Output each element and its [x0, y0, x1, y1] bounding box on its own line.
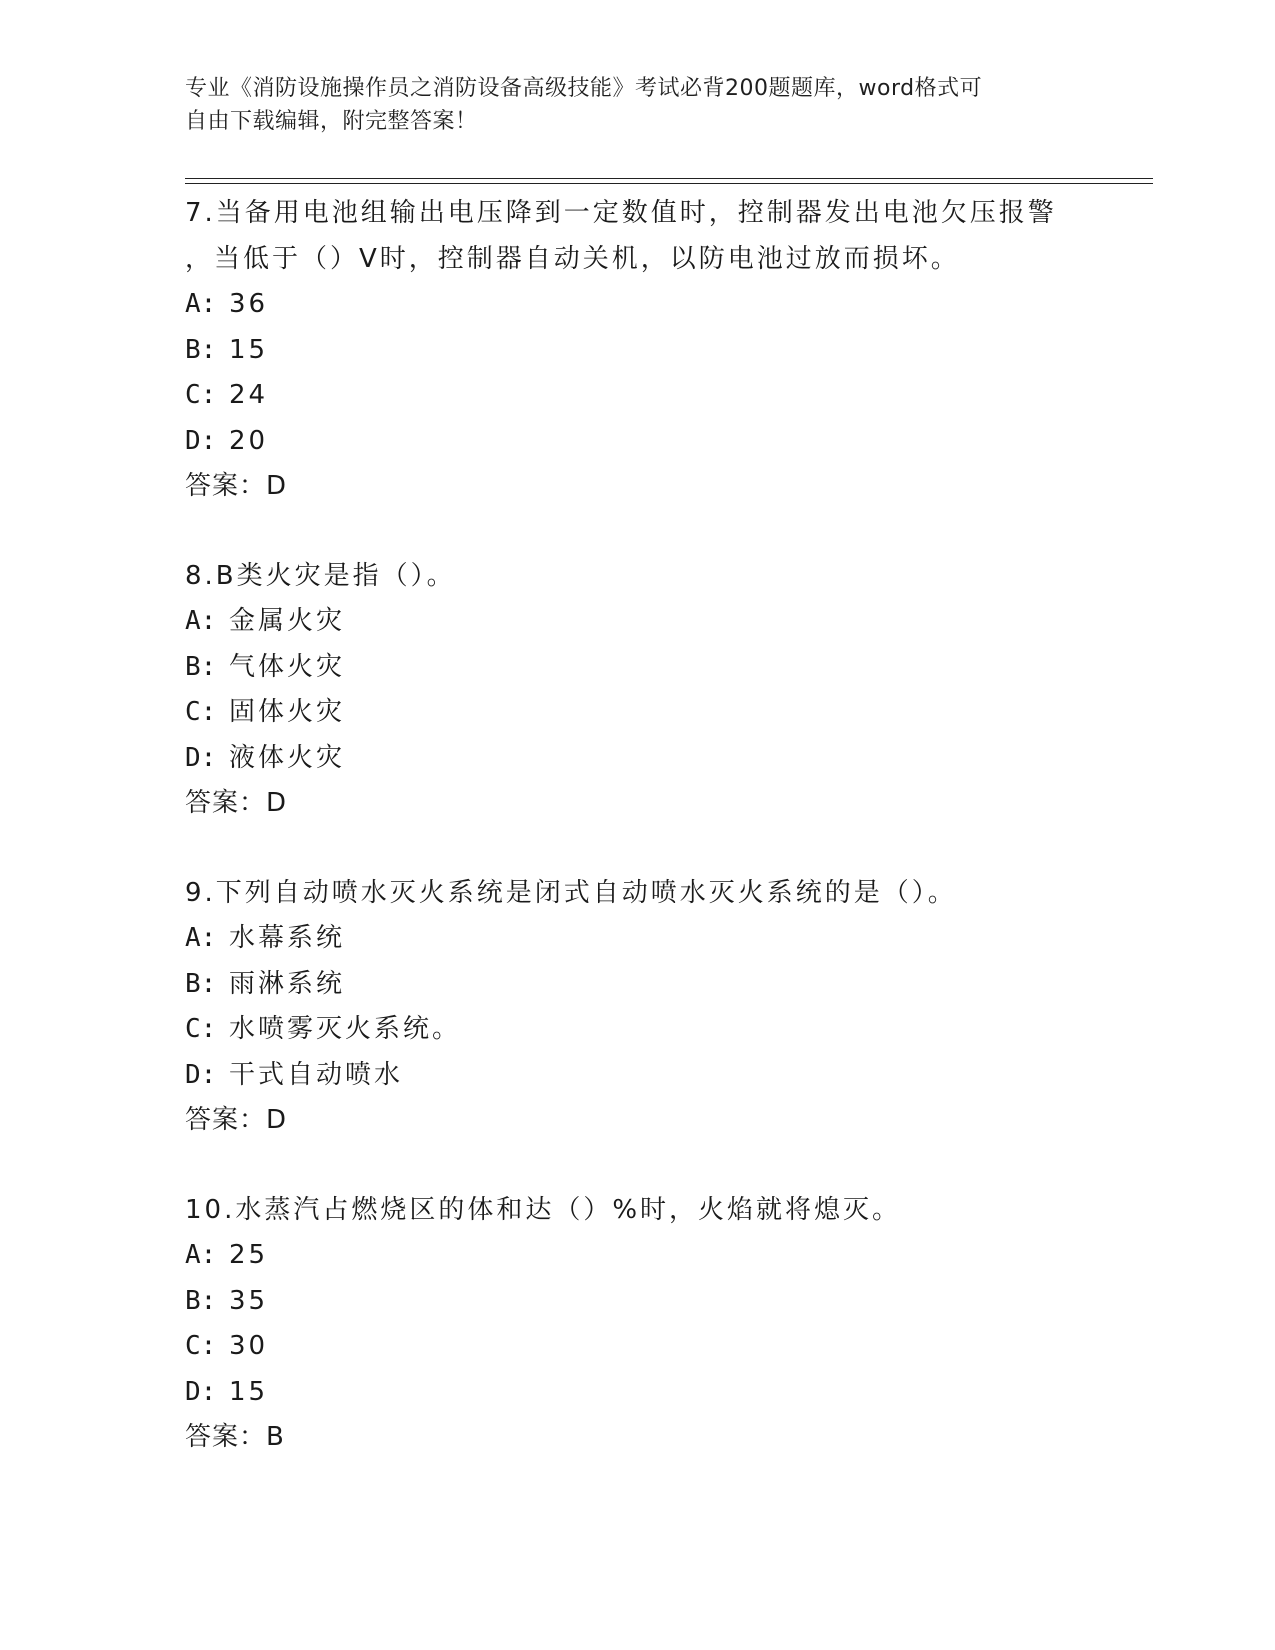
option-letter: C: [185, 697, 217, 727]
answer-line: 答案：D [185, 788, 288, 818]
option-list [185, 599, 1145, 781]
question-list [185, 190, 1145, 1504]
option-letter: D: [185, 1376, 217, 1407]
question-8 [185, 553, 1145, 825]
option-letter: B: [185, 651, 217, 682]
option-d [185, 736, 1145, 782]
option-b [185, 1279, 1145, 1325]
question-text: 9.下列自动喷水灭火系统是闭式自动喷水灭火系统的是（）。 [185, 878, 957, 908]
option-text: 35 [229, 1285, 269, 1316]
option-letter: A: [185, 923, 217, 953]
option-text: 水喷雾灭火系统。 [229, 1014, 462, 1044]
header-line-2: 自由下载编辑，附完整答案！ [185, 109, 478, 134]
answer-line: 答案：D [185, 1105, 288, 1135]
option-text: 气体火灾 [229, 651, 346, 682]
option-letter: B: [185, 1285, 217, 1316]
answer-line: 答案：D [185, 471, 288, 501]
option-a [185, 282, 1145, 328]
option-a [185, 1233, 1145, 1279]
option-letter: C: [185, 380, 217, 410]
option-text: 雨淋系统 [229, 968, 346, 999]
option-letter: B: [185, 334, 217, 365]
header-divider-top [185, 178, 1153, 179]
option-text: 25 [229, 1240, 269, 1270]
option-text: 30 [229, 1331, 269, 1361]
option-letter: D: [185, 1059, 217, 1090]
option-text: 15 [229, 1376, 269, 1407]
option-d [185, 419, 1145, 465]
question-text-continued: ，当低于（）V时，控制器自动关机，以防电池过放而损坏。 [185, 244, 960, 274]
option-text: 15 [229, 334, 269, 365]
question-10 [185, 1187, 1145, 1459]
option-letter: A: [185, 606, 217, 636]
header-divider-bottom [185, 183, 1153, 184]
option-text: 固体火灾 [229, 697, 346, 727]
option-b [185, 645, 1145, 691]
option-letter: C: [185, 1014, 217, 1044]
option-letter: D: [185, 425, 217, 456]
option-a [185, 916, 1145, 962]
answer-line: 答案：B [185, 1422, 285, 1452]
option-letter: A: [185, 289, 217, 319]
option-letter: A: [185, 1240, 217, 1270]
option-d [185, 1370, 1145, 1416]
question-text: 8.B类火灾是指（）。 [185, 561, 456, 591]
question-7 [185, 190, 1145, 508]
document-header [185, 72, 1085, 138]
option-text: 液体火灾 [229, 742, 346, 773]
option-a [185, 599, 1145, 645]
option-letter: C: [185, 1331, 217, 1361]
option-c [185, 690, 1145, 736]
option-d [185, 1053, 1145, 1099]
option-text: 金属火灾 [229, 606, 346, 636]
option-text: 24 [229, 380, 269, 410]
option-text: 干式自动喷水 [229, 1059, 404, 1090]
option-list [185, 1233, 1145, 1415]
option-list [185, 916, 1145, 1098]
option-text: 20 [229, 425, 269, 456]
question-text: 10.水蒸汽占燃烧区的体和达（）%时，火焰就将熄灭。 [185, 1195, 902, 1225]
question-9 [185, 870, 1145, 1142]
option-text: 36 [229, 289, 269, 319]
option-b [185, 328, 1145, 374]
header-line-1: 专业《消防设施操作员之消防设备高级技能》考试必背200题题库，word格式可 [185, 76, 983, 101]
question-text: 7.当备用电池组输出电压降到一定数值时，控制器发出电池欠压报警 [185, 198, 1057, 228]
option-c [185, 1324, 1145, 1370]
option-c [185, 373, 1145, 419]
option-list [185, 282, 1145, 464]
option-letter: D: [185, 742, 217, 773]
option-text: 水幕系统 [229, 923, 346, 953]
option-c [185, 1007, 1145, 1053]
option-b [185, 962, 1145, 1008]
option-letter: B: [185, 968, 217, 999]
